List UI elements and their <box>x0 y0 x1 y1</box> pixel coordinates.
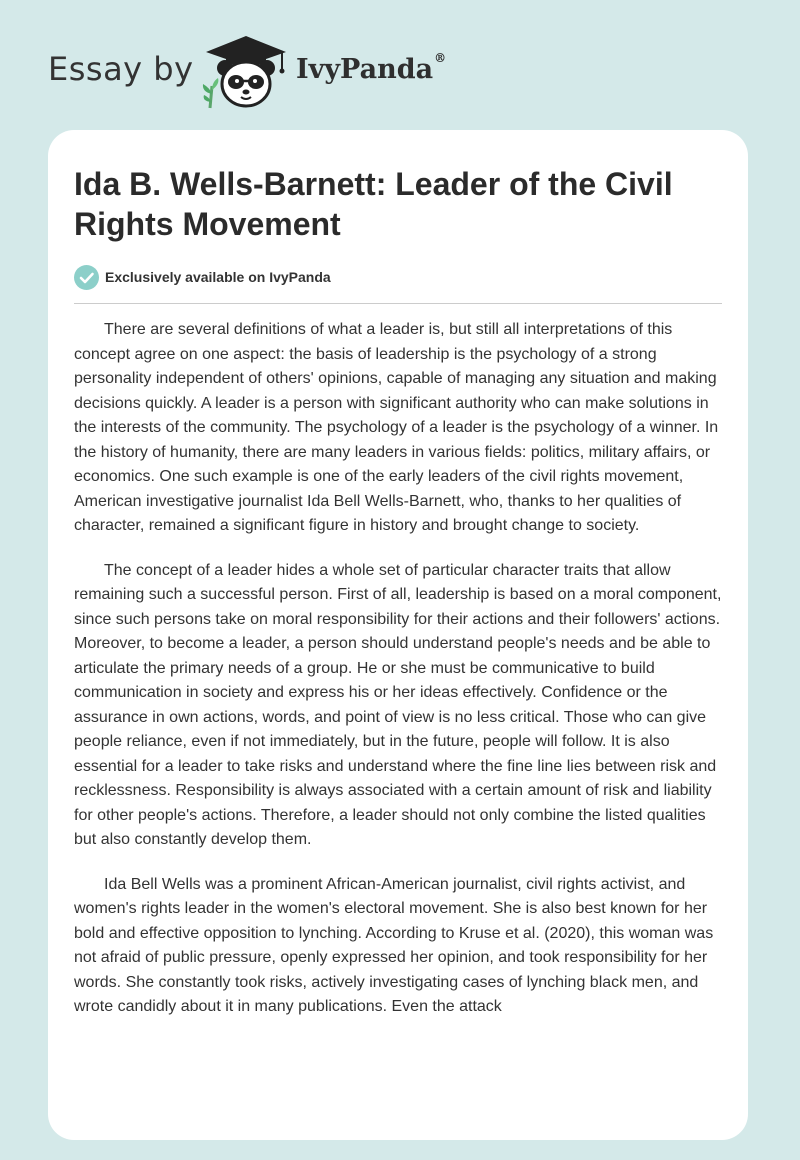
divider <box>74 303 722 304</box>
panda-graduate-icon[interactable] <box>200 34 292 110</box>
check-circle-icon <box>74 265 99 290</box>
essay-card <box>48 130 748 1140</box>
essay-title: Ida B. Wells-Barnett: Leader of the Civil Rights Movement <box>74 166 673 242</box>
brand-name[interactable]: IvyPanda® <box>296 51 447 85</box>
brand-prefix: Essay by <box>48 50 194 88</box>
site-header <box>0 0 800 130</box>
paragraph: Ida Bell Wells was a prominent African-American journalist, civil rights activist, and women's rights leader in the women's electoral movement. She is also best known for her bold and effective opposition to lynching. According to Kruse et al. (2020), this woman was not afraid of public pressure, openly expressed her opinion, and took responsibility for her words. She constantly took risks, actively investigating cases of lynching black men, and wrote candidly about it in many publications. Even the attack <box>74 875 714 1015</box>
exclusive-badge <box>74 264 331 290</box>
exclusive-label: Exclusively available on IvyPanda <box>105 269 331 285</box>
paragraph: There are several definitions of what a leader is, but still all interpretations of this concept agree on one aspect: the basis of leadership is the psychology of a strong personality independent of others' opinions, capable of managing any situation and making decisions quickly. A leader is a person with significant authority who can make solutions in the interests of the community. The psychology of a leader is the psychology of a winner. In the history of humanity, there are many leaders in various fields: politics, military affairs, or economics. One such example is one of the early leaders of the civil rights movement, American investigative journalist Ida Bell Wells-Barnett, who, thanks to her qualities of character, remained a significant figure in history and brought change to society. <box>74 321 719 534</box>
essay-body <box>74 318 724 1040</box>
paragraph: The concept of a leader hides a whole set of particular character traits that allow remaining such a successful person. First of all, leadership is based on a moral component, since such persons take on moral responsibility for their actions and their followers' actions. Moreover, to become a leader, a person should understand people's needs and be able to articulate the primary needs of a group. He or she must be communicative to build communication in society and express his or her ideas effectively. Confidence or the assurance in own actions, words, and point of view is no less critical. Those who can give people reliance, even if not immediately, but in the future, people will follow. It is also essential for a leader to take risks and understand where the fine line lies between risk and recklessness. Responsibility is always associated with a certain amount of risk and liability for other people's actions. Therefore, a leader should not only combine the listed qualities but also constantly develop them. <box>74 561 722 848</box>
